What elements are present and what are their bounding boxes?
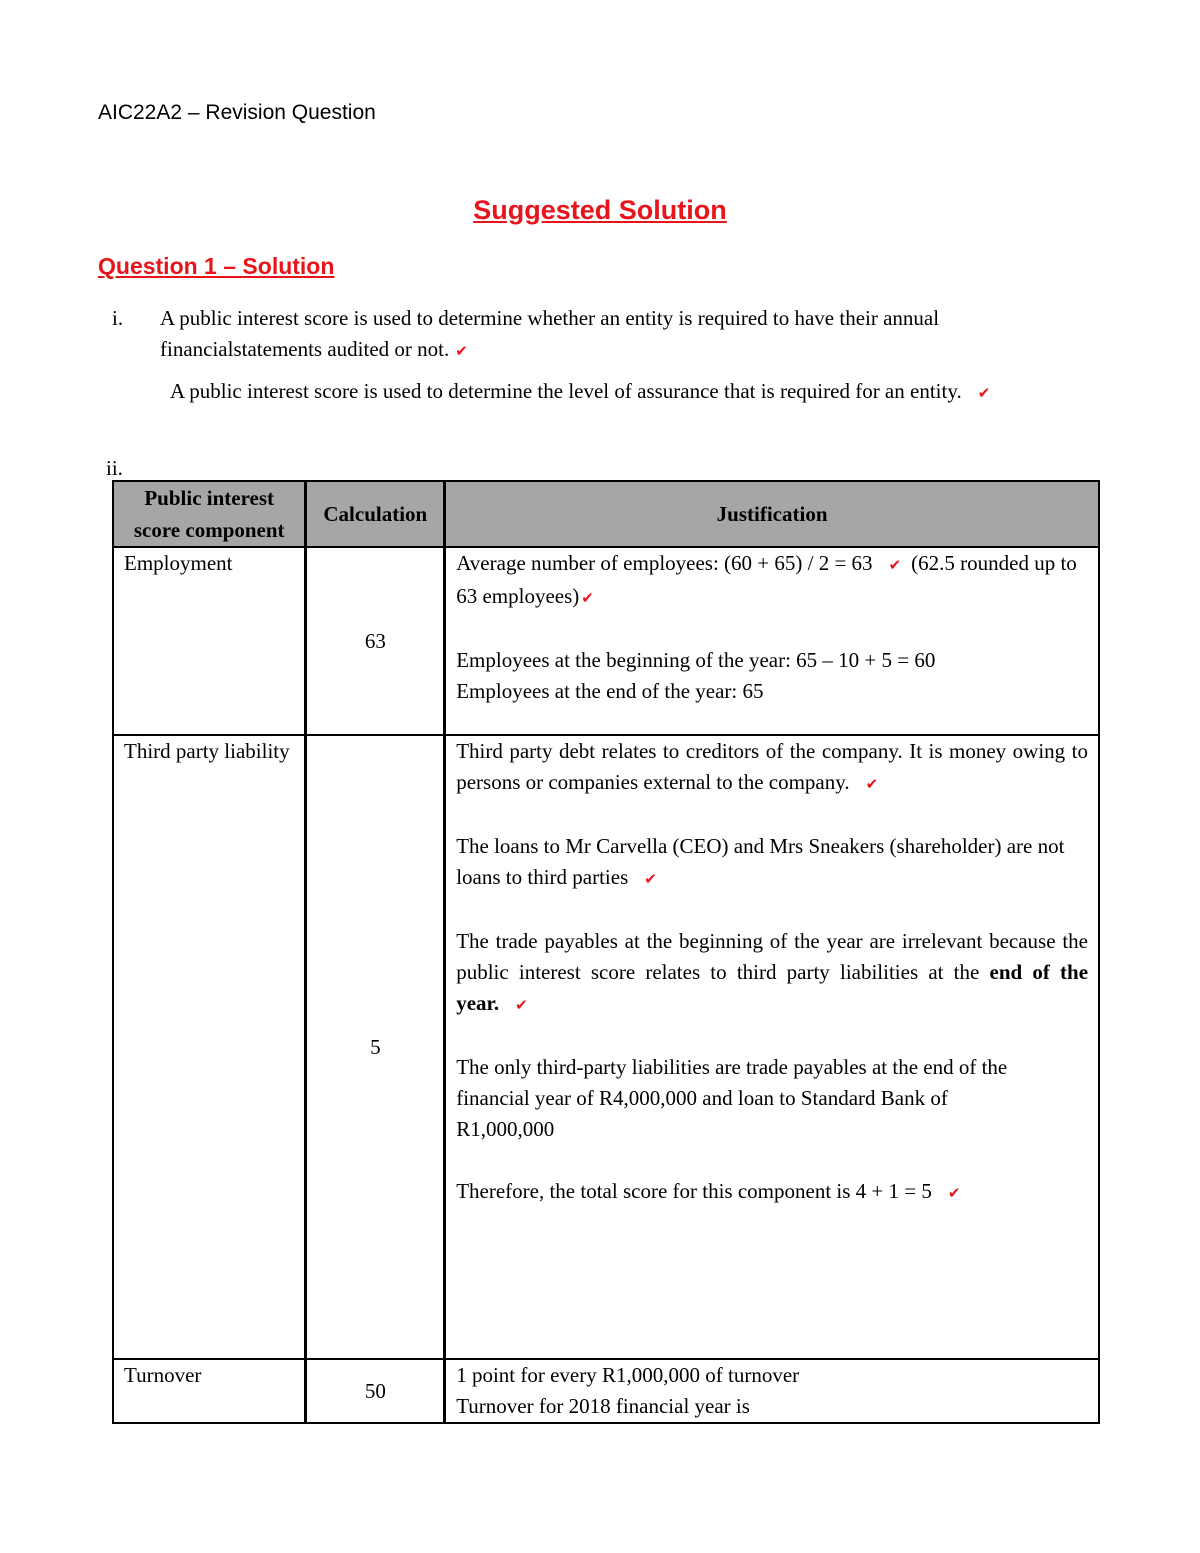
component-cell: Third party liability (113, 735, 306, 1359)
justification-text (456, 736, 1088, 800)
justification-emphasis: end of the year. (456, 960, 1089, 1015)
justification-text (456, 548, 1088, 614)
page-title: Suggested Solution (473, 195, 727, 225)
part-i-line-2-wrap (160, 334, 1080, 367)
justification-cell (445, 547, 1099, 735)
tick-mark-icon: ✔ (977, 384, 991, 402)
justification-text: Employees at the beginning of the year: 65 – 10 + 5 = 60 (456, 648, 936, 672)
justification-line: The loans to Mr Carvella (CEO) and Mrs Sneakers (shareholder) are not loans to third parties (456, 834, 1065, 889)
justification-line: The trade payables at the beginning of the year are irrelevant because the public interest score relates to third party liabilities at the (456, 929, 1088, 984)
header-justification: Justification (445, 481, 1099, 547)
part-i-line-2: financialstatements audited or not. (160, 337, 450, 361)
tick-mark-icon: ✔ (581, 589, 594, 607)
tick-mark-icon: ✔ (515, 996, 528, 1014)
question-heading: Question 1 – Solution (98, 253, 335, 279)
calculation-cell: 5 (306, 735, 445, 1359)
calculation-cell: 63 (306, 547, 445, 735)
justification-text: The only third-party liabilities are trade payables at the end of the financial year of R4,000,000 and loan to Standard Bank of R1,000,000 (456, 1055, 1008, 1141)
part-ii-marker: ii. (106, 456, 123, 480)
justification-line: Third party debt relates to creditors of the company. It is money owing to persons or companies external to the company. (456, 739, 1088, 794)
part-i-answer-1 (160, 303, 1080, 367)
component-cell: Employment (113, 547, 306, 735)
tick-mark-icon: ✔ (455, 342, 468, 360)
justification-text: 1 point for every R1,000,000 of turnover (456, 1363, 800, 1387)
part-i-line-3: A public interest score is used to determine the level of assurance that is required for an entity. (170, 379, 962, 403)
header-component: Public interest score component (113, 481, 306, 547)
justification-cell (445, 1359, 1099, 1423)
table-header-row (113, 481, 1099, 547)
justification-text: Turnover for 2018 financial year is (456, 1394, 750, 1418)
tick-mark-icon: ✔ (644, 870, 657, 888)
table-row (113, 1359, 1099, 1423)
justification-cell (445, 735, 1099, 1359)
public-interest-score-table (112, 480, 1100, 1424)
justification-text (456, 1176, 1088, 1209)
tick-mark-icon: ✔ (888, 556, 902, 574)
tick-mark-icon: ✔ (947, 1184, 961, 1202)
calculation-cell: 50 (306, 1359, 445, 1423)
part-i-marker: i. (112, 306, 124, 330)
table-row (113, 735, 1099, 1359)
justification-line: Average number of employees: (60 + 65) / 2 = 63 (456, 551, 873, 575)
justification-text (456, 926, 1088, 1021)
table-row (113, 547, 1099, 735)
part-i-answer-2 (170, 376, 1100, 409)
justification-line: Therefore, the total score for this component is 4 + 1 = 5 (456, 1179, 932, 1203)
part-i-line-1: A public interest score is used to determine whether an entity is required to have their annual (160, 306, 940, 330)
component-cell: Turnover (113, 1359, 306, 1423)
justification-text: Employees at the end of the year: 65 (456, 679, 764, 703)
justification-text (456, 831, 1088, 895)
tick-mark-icon: ✔ (865, 775, 879, 793)
justification-line: (62.5 rounded up to 63 employees) (456, 551, 1077, 608)
document-code-header: AIC22A2 – Revision Question (98, 101, 376, 124)
header-calculation: Calculation (306, 481, 445, 547)
